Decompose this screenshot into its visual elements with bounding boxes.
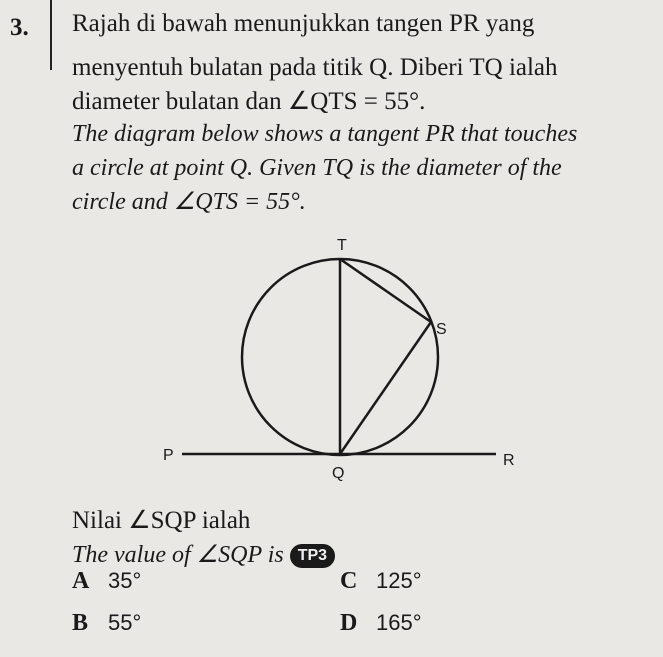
english-line-2: a circle at point Q. Given TQ is the diameter of the — [72, 155, 562, 181]
option-d[interactable] — [340, 610, 422, 637]
label-q: Q — [332, 465, 345, 482]
chord-ts — [340, 259, 431, 322]
ask-english-line — [72, 540, 335, 569]
option-letter: A — [72, 568, 90, 594]
english-line-1: The diagram below shows a tangent PR that touches — [72, 121, 578, 147]
malay-line-1: Rajah di bawah menunjukkan tangen PR yang — [72, 10, 535, 37]
ask-malay: Nilai ∠SQP ialah — [72, 507, 251, 534]
option-letter: B — [72, 610, 89, 636]
option-letter: D — [340, 610, 358, 636]
option-value: 165° — [376, 610, 422, 635]
question-number: 3. — [10, 14, 29, 41]
malay-line-2: menyentuh bulatan pada titik Q. Diberi TQ ialah — [72, 54, 558, 81]
option-c[interactable] — [340, 568, 422, 595]
option-b[interactable] — [72, 610, 141, 637]
option-letter: C — [340, 568, 358, 594]
ask-english: The value of ∠SQP is — [72, 542, 284, 568]
option-value: 55° — [108, 610, 142, 635]
english-line-3: circle and ∠QTS = 55°. — [72, 189, 306, 215]
chord-sq — [340, 322, 431, 454]
option-a[interactable] — [72, 568, 141, 595]
malay-line-3: diameter bulatan dan ∠QTS = 55°. — [72, 88, 426, 115]
label-t: T — [337, 237, 347, 254]
label-s: S — [436, 321, 447, 338]
label-p: P — [163, 447, 174, 464]
option-value: 125° — [376, 568, 422, 593]
option-value: 35° — [108, 568, 142, 593]
tp-badge: TP3 — [290, 544, 335, 568]
label-r: R — [503, 452, 515, 469]
